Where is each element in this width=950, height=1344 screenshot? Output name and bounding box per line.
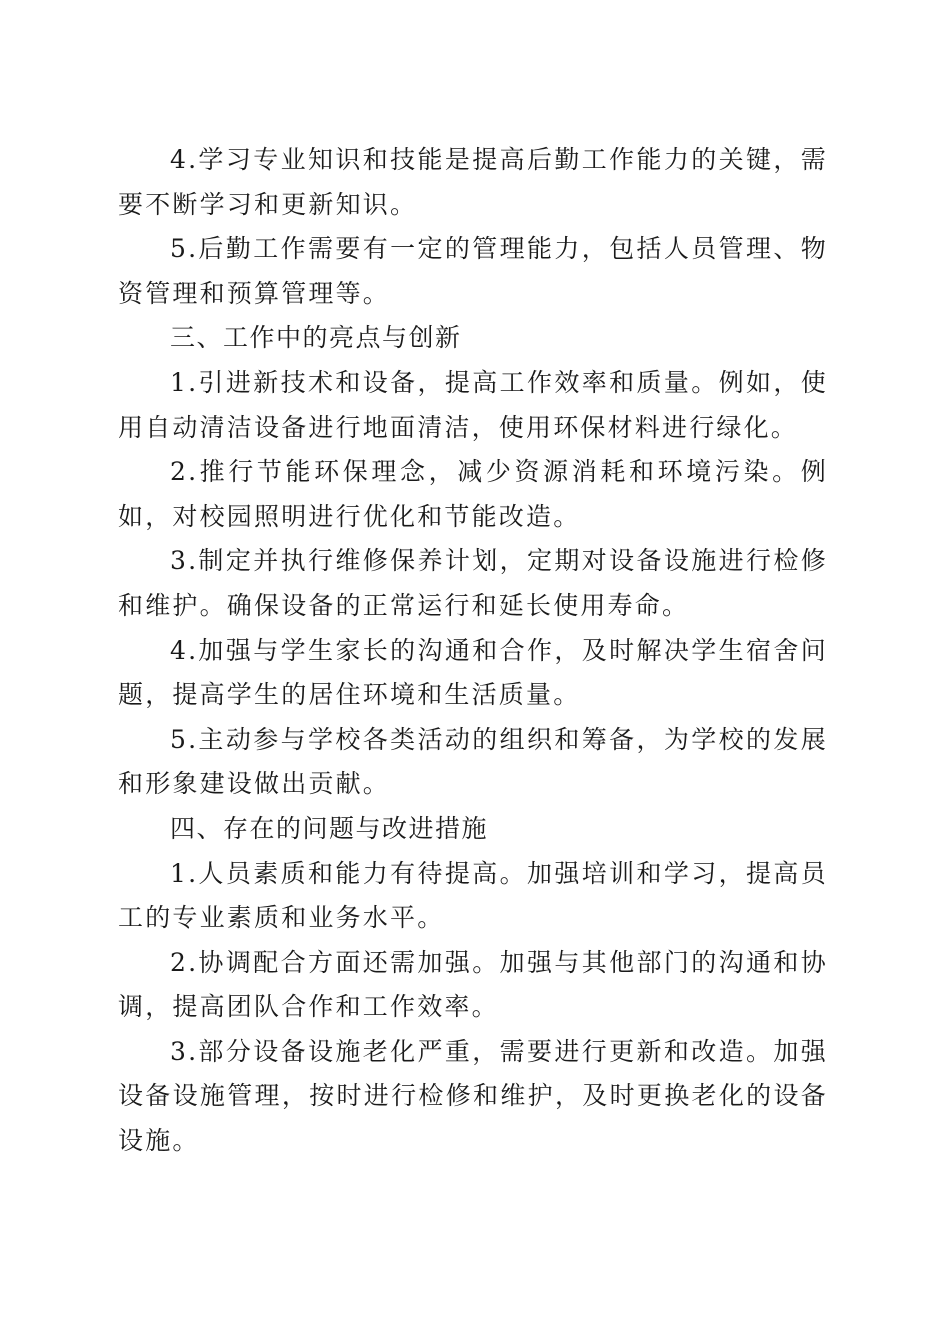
section-heading-highlights: 三、工作中的亮点与创新 bbox=[170, 323, 462, 353]
paragraph-highlight-1: 1.引进新技术和设备，提高工作效率和质量。例如，使用自动清洁设备进行地面清洁，使用环保材料进行绿化。 bbox=[118, 367, 828, 442]
paragraph-problem-2: 2.协调配合方面还需加强。加强与其他部门的沟通和协调，提高团队合作和工作效率。 bbox=[118, 947, 828, 1022]
paragraph-problem-1: 1.人员素质和能力有待提高。加强培训和学习，提高员工的专业素质和业务水平。 bbox=[118, 858, 828, 933]
paragraph-highlight-2: 2.推行节能环保理念，减少资源消耗和环境污染。例如，对校园照明进行优化和节能改造。 bbox=[118, 457, 828, 531]
paragraph-highlight-5: 5.主动参与学校各类活动的组织和筹备，为学校的发展和形象建设做出贡献。 bbox=[118, 724, 828, 799]
paragraph-skills-5: 5.后勤工作需要有一定的管理能力，包括人员管理、物资管理和预算管理等。 bbox=[118, 234, 828, 308]
document-body bbox=[118, 138, 828, 1164]
paragraph-skills-4: 4.学习专业知识和技能是提高后勤工作能力的关键，需要不断学习和更新知识。 bbox=[118, 145, 828, 219]
section-heading-problems: 四、存在的问题与改进措施 bbox=[170, 813, 489, 843]
paragraph-highlight-3: 3.制定并执行维修保养计划，定期对设备设施进行检修和维护。确保设备的正常运行和延长使用寿命。 bbox=[118, 546, 828, 620]
paragraph-problem-3: 3.部分设备设施老化严重，需要进行更新和改造。加强设备设施管理，按时进行检修和维护，及时更换老化的设备设施。 bbox=[118, 1036, 828, 1156]
paragraph-highlight-4: 4.加强与学生家长的沟通和合作，及时解决学生宿舍问题，提高学生的居住环境和生活质量。 bbox=[118, 635, 828, 710]
